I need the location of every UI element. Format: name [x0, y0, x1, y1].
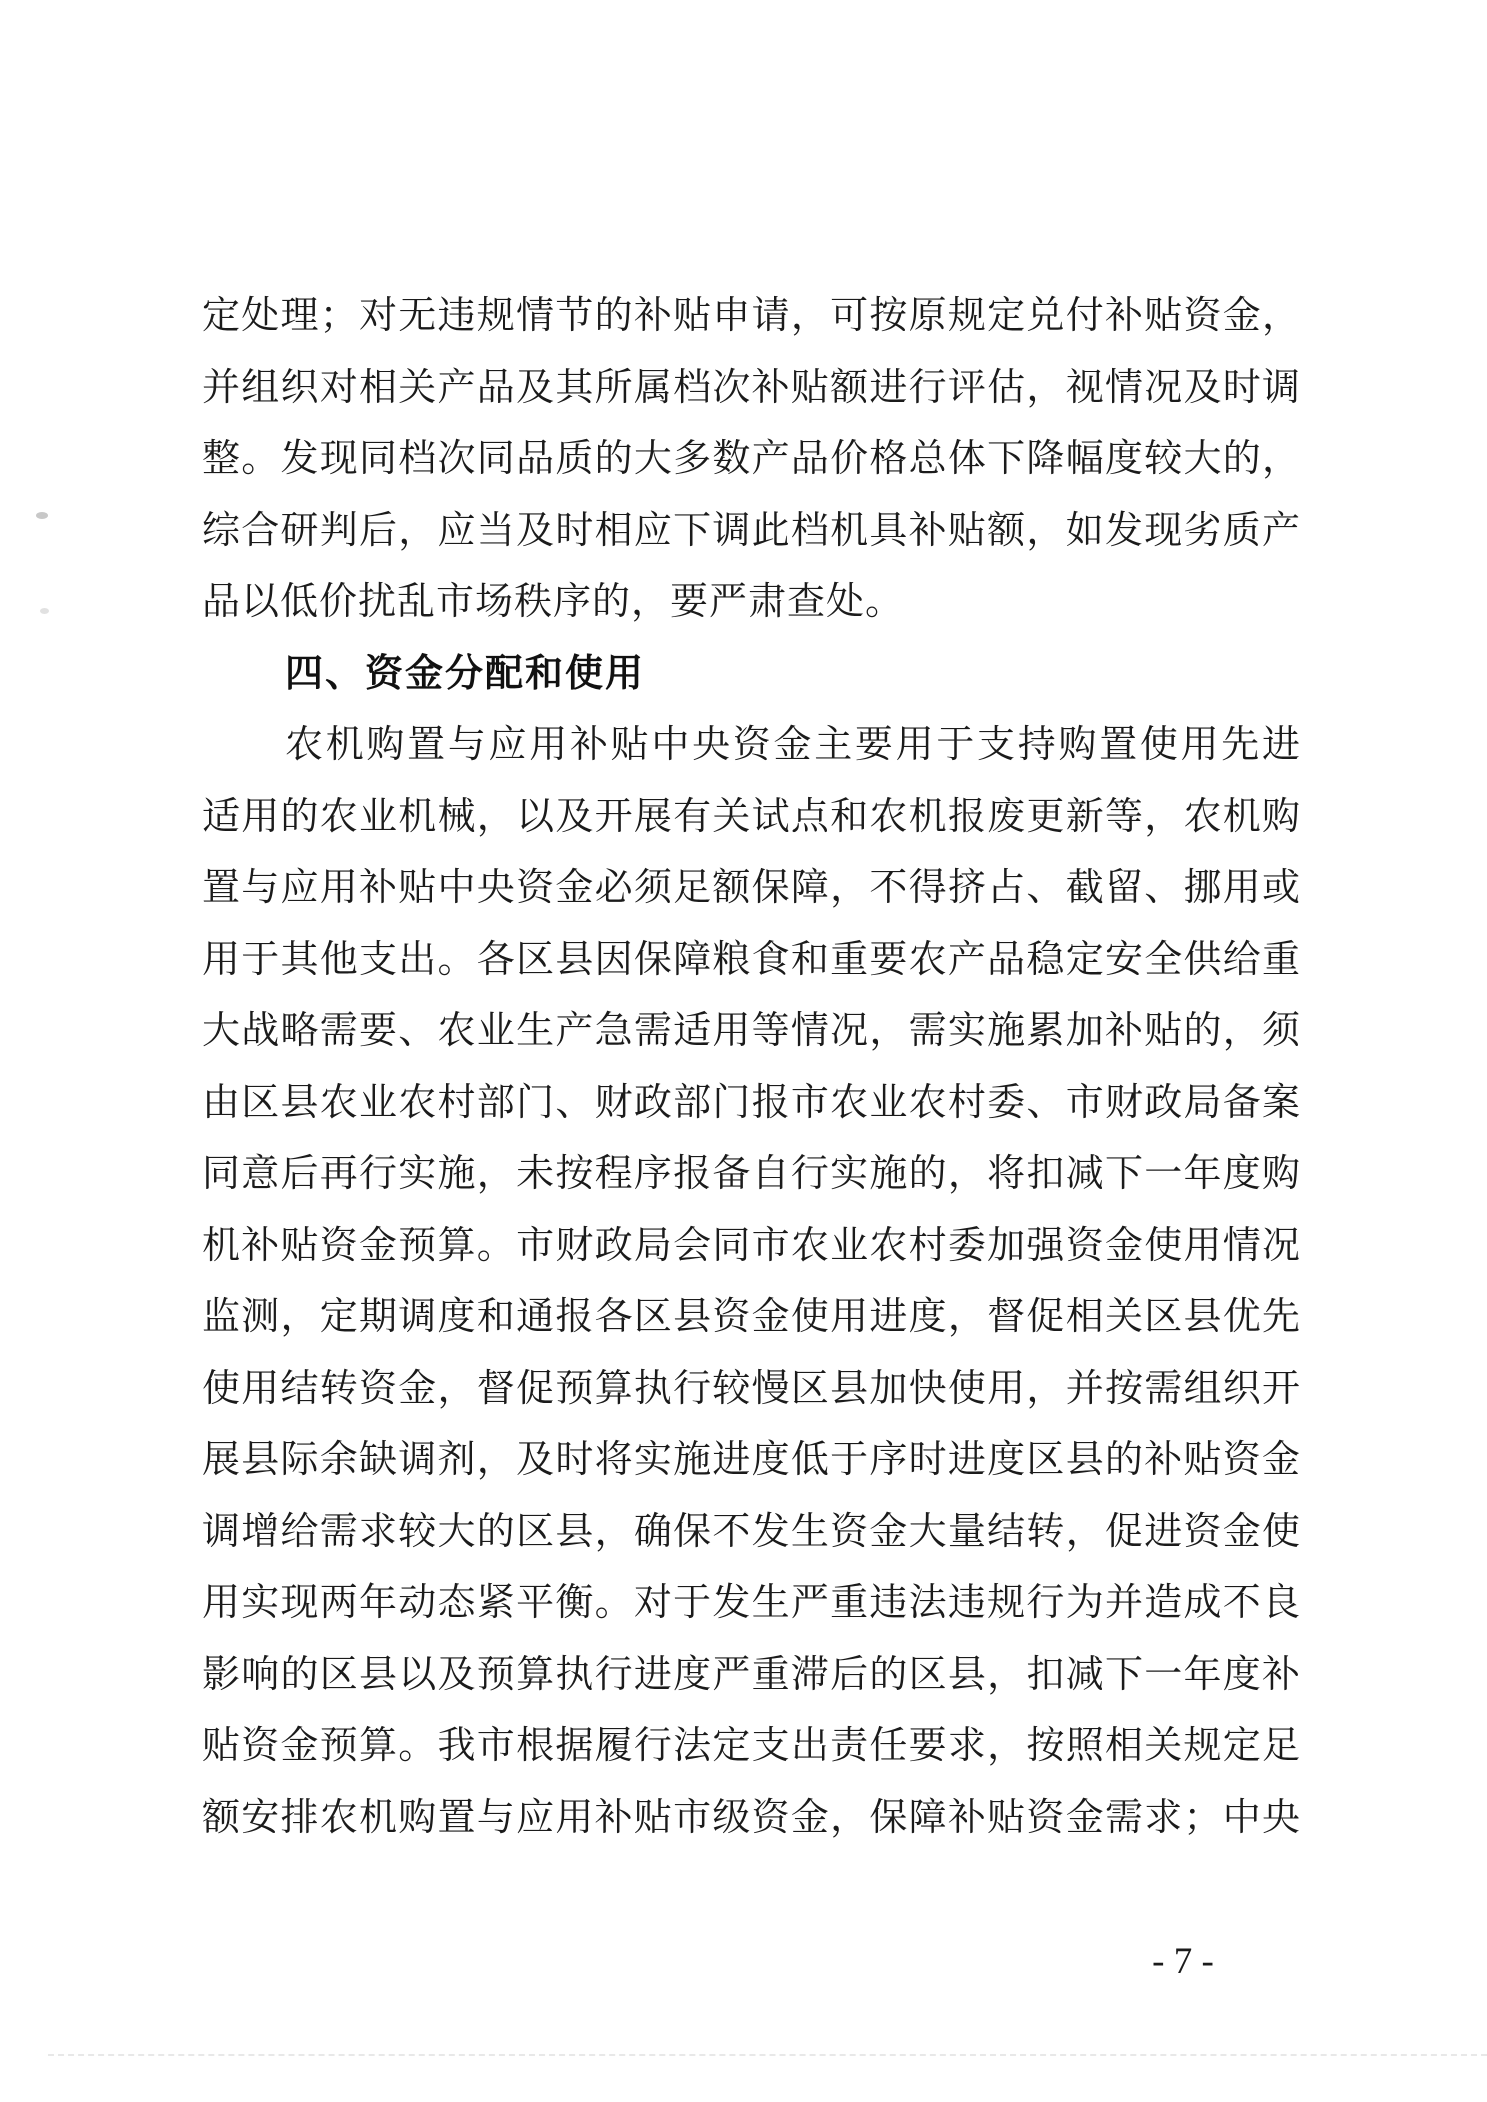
text-line: 贴资金预算。我市根据履行法定支出责任要求，按照相关规定足 [202, 1725, 1300, 1767]
text-line: 定处理；对无违规情节的补贴申请，可按原规定兑付补贴资金， [202, 295, 1300, 337]
text-line: 用于其他支出。各区县因保障粮食和重要农产品稳定安全供给重 [202, 938, 1300, 981]
text-line: 机补贴资金预算。市财政局会同市农业农村委加强资金使用情况 [202, 1224, 1300, 1267]
page-number: - 7 - [1152, 1941, 1214, 1982]
text-line: 展县际余缺调剂，及时将实施进度低于序时进度区县的补贴资金 [202, 1439, 1300, 1481]
text-line: 农机购置与应用补贴中央资金主要用于支持购置使用先进 [285, 724, 1300, 766]
document-body-text [202, 281, 1300, 1854]
text-line: 大战略需要、农业生产急需适用等情况，需实施累加补贴的，须 [202, 1010, 1300, 1052]
text-line: 额安排农机购置与应用补贴市级资金，保障补贴资金需求；中央 [202, 1796, 1300, 1839]
text-line: 适用的农业机械，以及开展有关试点和农机报废更新等，农机购 [202, 795, 1300, 838]
scan-artifact-speck [40, 608, 49, 614]
text-line: 调增给需求较大的区县，确保不发生资金大量结转，促进资金使 [202, 1510, 1300, 1553]
scan-artifact-speck [36, 512, 48, 519]
text-line: 用实现两年动态紧平衡。对于发生严重违法违规行为并造成不良 [202, 1582, 1300, 1624]
text-line: 同意后再行实施，未按程序报备自行实施的，将扣减下一年度购 [202, 1153, 1300, 1195]
text-line: 由区县农业农村部门、财政部门报市农业农村委、市财政局备案 [202, 1081, 1300, 1124]
text-line: 并组织对相关产品及其所属档次补贴额进行评估，视情况及时调 [202, 366, 1300, 409]
scan-artifact-line [48, 2054, 1487, 2056]
text-line: 监测，定期调度和通报各区县资金使用进度，督促相关区县优先 [202, 1296, 1300, 1338]
text-line: 整。发现同档次同品质的大多数产品价格总体下降幅度较大的， [202, 438, 1300, 480]
text-line: 品以低价扰乱市场秩序的，要严肃查处。 [202, 581, 905, 623]
text-line: 使用结转资金，督促预算执行较慢区县加快使用，并按需组织开 [202, 1367, 1300, 1410]
section-heading: 四、资金分配和使用 [285, 652, 646, 695]
text-line: 综合研判后，应当及时相应下调此档机具补贴额，如发现劣质产 [202, 509, 1300, 552]
text-line: 置与应用补贴中央资金必须足额保障，不得挤占、截留、挪用或 [202, 867, 1300, 909]
text-line: 影响的区县以及预算执行进度严重滞后的区县，扣减下一年度补 [202, 1653, 1300, 1696]
